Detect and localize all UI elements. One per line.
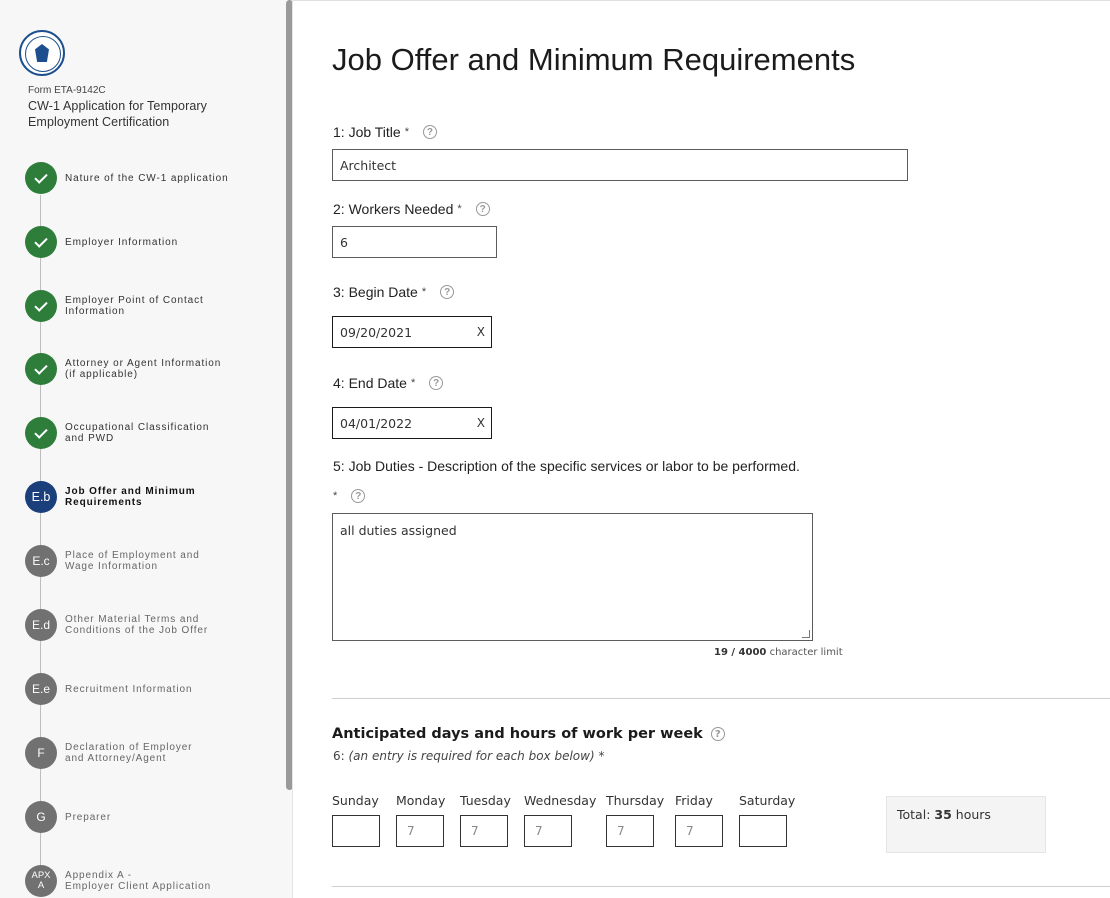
day-label-tuesday: Tuesday	[460, 793, 511, 808]
job-duties-value: all duties assigned	[340, 523, 457, 538]
end-date-label	[333, 375, 443, 391]
clear-date-icon[interactable]: X	[476, 416, 485, 430]
clear-date-icon[interactable]: X	[476, 325, 485, 339]
total-hours-box	[886, 796, 1046, 853]
begin-date-input[interactable]	[332, 316, 492, 348]
day-label-thursday: Thursday	[606, 793, 665, 808]
step-other-material-terms[interactable]	[25, 609, 280, 641]
job-duties-textarea[interactable]	[332, 513, 813, 641]
help-icon[interactable]: ?	[711, 727, 725, 741]
step-complete-check-icon	[25, 226, 57, 258]
day-label-wednesday: Wednesday	[524, 793, 597, 808]
char-count-suffix: character limit	[766, 647, 843, 658]
step-attorney-agent-information[interactable]	[25, 353, 280, 385]
form-title: CW-1 Application for Temporary Employment Certification	[28, 99, 208, 129]
help-icon[interactable]: ?	[476, 202, 490, 216]
step-nature-of-application[interactable]	[25, 162, 280, 194]
section-divider	[332, 886, 1110, 887]
step-job-offer-current[interactable]	[25, 481, 280, 513]
step-label: Job Offer and Minimum Requirements	[65, 486, 196, 508]
step-label: Recruitment Information	[65, 683, 193, 695]
end-date-input[interactable]	[332, 407, 492, 439]
required-mark: *	[333, 490, 338, 502]
day-label-friday: Friday	[675, 793, 713, 808]
day-label-saturday: Saturday	[739, 793, 796, 808]
dol-seal-logo	[19, 30, 65, 76]
step-badge: G	[25, 801, 57, 833]
step-appendix-a[interactable]	[25, 865, 280, 897]
step-label: Place of Employment and Wage Information	[65, 550, 200, 572]
step-complete-check-icon	[25, 290, 57, 322]
total-hours-unit: hours	[951, 807, 991, 822]
hours-section-subtitle	[333, 749, 604, 763]
step-label: Nature of the CW-1 application	[65, 172, 229, 184]
step-recruitment-information[interactable]	[25, 673, 280, 705]
step-label: Preparer	[65, 811, 112, 823]
step-employer-information[interactable]	[25, 226, 280, 258]
step-label: Other Material Terms and Conditions of the Job Offer	[65, 614, 209, 636]
step-label: Employer Point of Contact Information	[65, 295, 204, 317]
hours-input-tuesday[interactable]: 7	[460, 815, 508, 847]
step-occupational-classification[interactable]	[25, 417, 280, 449]
step-preparer[interactable]	[25, 801, 280, 833]
day-label-sunday: Sunday	[332, 793, 379, 808]
section-divider	[332, 698, 1110, 699]
step-badge: APX A	[25, 865, 57, 897]
form-number: Form ETA-9142C	[28, 85, 106, 96]
total-hours-label: Total:	[897, 807, 935, 822]
hours-input-monday[interactable]: 7	[396, 815, 444, 847]
job-title-label	[333, 124, 437, 140]
required-mark: *	[404, 126, 409, 138]
top-border	[293, 0, 1110, 1]
job-duties-label: 5: Job Duties - Description of the specific services or labor to be performed.	[333, 458, 800, 474]
required-mark: *	[598, 749, 605, 763]
step-badge: E.d	[25, 609, 57, 641]
hours-sub-prefix: 6:	[333, 749, 349, 763]
help-icon[interactable]: ?	[429, 376, 443, 390]
begin-date-label	[333, 284, 454, 300]
step-badge: E.b	[25, 481, 57, 513]
step-complete-check-icon	[25, 353, 57, 385]
step-label: Occupational Classification and PWD	[65, 422, 210, 444]
step-badge: E.e	[25, 673, 57, 705]
day-label-monday: Monday	[396, 793, 446, 808]
workers-needed-label	[333, 201, 490, 217]
begin-date-value: 09/20/2021	[340, 324, 413, 340]
step-badge: E.c	[25, 545, 57, 577]
step-employer-point-of-contact[interactable]	[25, 290, 280, 322]
hours-input-sunday[interactable]	[332, 815, 380, 847]
step-complete-check-icon	[25, 417, 57, 449]
workers-needed-input[interactable]: 6	[332, 226, 497, 258]
char-count-max: 4000	[738, 647, 767, 658]
required-mark: *	[457, 203, 462, 215]
end-date-value: 04/01/2022	[340, 415, 413, 431]
job-duties-required-row	[333, 489, 365, 503]
step-label: Employer Information	[65, 236, 179, 248]
step-label: Declaration of Employer and Attorney/Agent	[65, 742, 193, 764]
char-count-current: 19	[714, 647, 728, 658]
step-badge: F	[25, 737, 57, 769]
job-title-input[interactable]: Architect	[332, 149, 908, 181]
character-count	[714, 647, 843, 658]
help-icon[interactable]: ?	[351, 489, 365, 503]
char-count-separator: /	[727, 647, 739, 658]
step-place-of-employment[interactable]	[25, 545, 280, 577]
required-mark: *	[410, 377, 416, 389]
step-complete-check-icon	[25, 162, 57, 194]
job-title-label-text: 1: Job Title	[333, 124, 401, 140]
help-icon[interactable]: ?	[440, 285, 454, 299]
hours-sub-text: (an entry is required for each box below)	[348, 749, 595, 763]
hours-input-saturday[interactable]	[739, 815, 787, 847]
sidebar-scrollbar[interactable]	[286, 0, 293, 790]
resize-handle-icon[interactable]	[802, 630, 810, 638]
hours-input-thursday[interactable]: 7	[606, 815, 654, 847]
step-label: Appendix A - Employer Client Application	[65, 870, 212, 892]
hours-section-title-text: Anticipated days and hours of work per week	[332, 726, 703, 742]
step-label: Attorney or Agent Information (if applicable)	[65, 358, 222, 380]
hours-input-wednesday[interactable]: 7	[524, 815, 572, 847]
help-icon[interactable]: ?	[423, 125, 437, 139]
hours-input-friday[interactable]: 7	[675, 815, 723, 847]
step-declaration[interactable]	[25, 737, 280, 769]
end-date-label-text: 4: End Date	[333, 375, 407, 391]
required-mark: *	[421, 286, 427, 298]
workers-needed-label-text: 2: Workers Needed	[333, 201, 454, 217]
hours-section-title	[332, 726, 725, 742]
total-hours-value: 35	[934, 807, 952, 822]
page-title: Job Offer and Minimum Requirements	[332, 42, 856, 77]
sidebar	[0, 0, 293, 898]
begin-date-label-text: 3: Begin Date	[333, 284, 418, 300]
